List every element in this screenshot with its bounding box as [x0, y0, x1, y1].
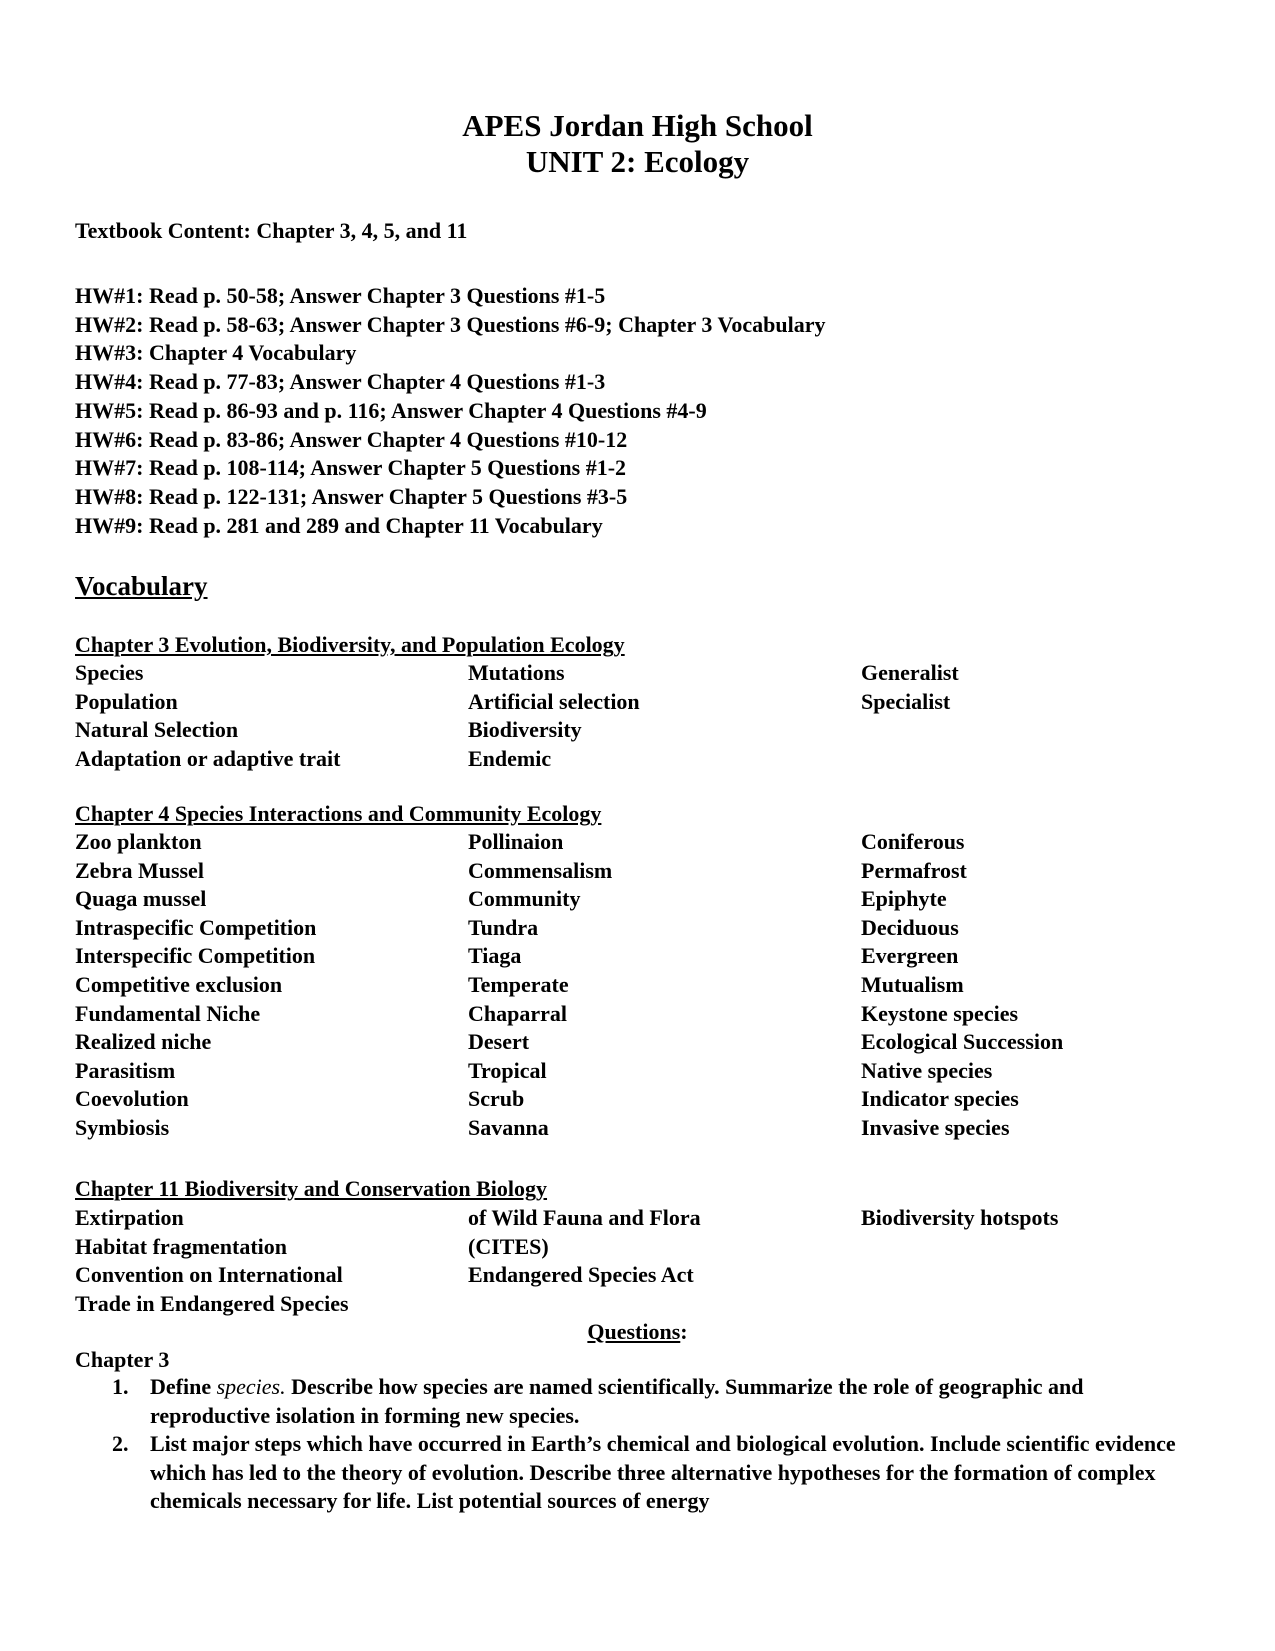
questions-chapter-label: Chapter 3 — [75, 1347, 170, 1372]
question-text-pre: Define — [150, 1374, 217, 1399]
textbook-content: Textbook Content: Chapter 3, 4, 5, and 11 — [75, 218, 468, 243]
chapter4-vocab-col2 — [468, 828, 612, 1143]
vocab-term: Competitive exclusion — [75, 971, 283, 997]
vocab-term: Habitat fragmentation — [75, 1233, 288, 1259]
chapter3-vocab-col1 — [75, 659, 340, 773]
homework-item: HW#3: Chapter 4 Vocabulary — [75, 340, 357, 366]
vocab-term: of Wild Fauna and Flora — [468, 1205, 701, 1230]
vocab-term: Coniferous — [861, 829, 965, 854]
vocab-term: Parasitism — [75, 1057, 176, 1083]
question-number: 1. — [112, 1374, 129, 1399]
homework-item: HW#7: Read p. 108-114; Answer Chapter 5 Questions #1-2 — [75, 455, 627, 481]
vocab-term: Endangered Species Act — [468, 1262, 694, 1288]
homework-item: HW#5: Read p. 86-93 and p. 116; Answer Chapter 4 Questions #4-9 — [75, 397, 707, 423]
homework-item: HW#6: Read p. 83-86; Answer Chapter 4 Questions #10-12 — [75, 426, 628, 452]
vocab-term: Zebra Mussel — [75, 857, 204, 883]
vocab-term: Keystone species — [861, 1000, 1019, 1026]
vocab-term: Artificial selection — [468, 688, 640, 714]
homework-item: HW#9: Read p. 281 and 289 and Chapter 11 Vocabulary — [75, 512, 603, 538]
vocab-term: Intraspecific Competition — [75, 914, 317, 940]
questions-heading — [0, 1318, 1275, 1346]
vocab-term: Adaptation or adaptive trait — [75, 745, 341, 771]
vocab-term: Desert — [468, 1029, 530, 1055]
chapter3-vocab-col2 — [468, 659, 640, 773]
vocab-term: Epiphyte — [861, 886, 947, 912]
chapter11-vocab-col3 — [861, 1204, 1058, 1233]
vocabulary-heading: Vocabulary — [75, 571, 208, 601]
chapter4-vocab-col3 — [861, 828, 1063, 1143]
chapter4-vocab-col1 — [75, 828, 316, 1143]
vocab-term: Chaparral — [468, 1000, 567, 1026]
vocab-term: Scrub — [468, 1086, 525, 1112]
vocab-term: Biodiversity hotspots — [861, 1205, 1059, 1230]
vocab-term: Mutualism — [861, 971, 964, 997]
vocab-term: Endemic — [468, 745, 552, 771]
questions-heading-text: Questions — [587, 1319, 681, 1344]
homework-item: HW#4: Read p. 77-83; Answer Chapter 4 Questions #1-3 — [75, 369, 606, 395]
vocab-term: Quaga mussel — [75, 886, 207, 912]
vocab-term: Natural Selection — [75, 717, 239, 743]
vocab-term: Temperate — [468, 971, 569, 997]
vocab-term: Savanna — [468, 1114, 549, 1140]
vocab-term: Coevolution — [75, 1086, 189, 1112]
chapter11-vocab-heading: Chapter 11 Biodiversity and Conservation Biology — [75, 1176, 548, 1201]
vocab-term: Specialist — [861, 688, 951, 714]
question-number: 2. — [112, 1431, 129, 1457]
vocab-term: Deciduous — [861, 914, 959, 940]
vocab-term: Tropical — [468, 1057, 547, 1083]
vocab-term: Symbiosis — [75, 1114, 170, 1140]
vocab-term: Pollinaion — [468, 829, 564, 854]
vocab-term: Evergreen — [861, 943, 959, 969]
vocab-term: Indicator species — [861, 1086, 1019, 1112]
vocab-term: Realized niche — [75, 1029, 212, 1055]
chapter4-vocab-heading: Chapter 4 Species Interactions and Community Ecology — [75, 801, 602, 826]
vocab-term: Interspecific Competition — [75, 943, 316, 969]
document-title: APES Jordan High School — [462, 108, 813, 143]
question-text-post: Describe how species are named scientifically. Summarize the role of geographic and reproductive isolation in forming new species. — [150, 1374, 1084, 1428]
question-list — [75, 1373, 1185, 1516]
homework-item: HW#2: Read p. 58-63; Answer Chapter 3 Questions #6-9; Chapter 3 Vocabulary — [75, 311, 826, 337]
question-text: List major steps which have occurred in Earth’s chemical and biological evolution. Include scientific evidence which has led to the theory of evolution. Describe three alternative hypotheses for the formation of complex chemicals necessary for life. List potential sources of energy — [150, 1431, 1176, 1514]
questions-heading-colon: : — [680, 1319, 688, 1344]
unit-title: UNIT 2: Ecology — [525, 144, 750, 179]
chapter3-vocab-col3 — [861, 659, 959, 716]
homework-item: HW#1: Read p. 50-58; Answer Chapter 3 Questions #1-5 — [75, 283, 606, 308]
question-item — [75, 1430, 1185, 1516]
vocab-term: Tiaga — [468, 943, 522, 969]
vocab-term: (CITES) — [468, 1233, 549, 1259]
vocab-term: Fundamental Niche — [75, 1000, 261, 1026]
vocab-term: Mutations — [468, 660, 565, 685]
chapter3-vocab-heading: Chapter 3 Evolution, Biodiversity, and Population Ecology — [75, 632, 625, 657]
vocab-term: Native species — [861, 1057, 993, 1083]
vocab-term: Commensalism — [468, 857, 613, 883]
vocab-term: Population — [75, 688, 178, 714]
vocab-term: Extirpation — [75, 1205, 184, 1230]
homework-item: HW#8: Read p. 122-131; Answer Chapter 5 Questions #3-5 — [75, 483, 628, 509]
vocab-term: Biodiversity — [468, 717, 582, 743]
vocab-term: Ecological Succession — [861, 1029, 1064, 1055]
vocab-term: Generalist — [861, 660, 959, 685]
vocab-term: Convention on International — [75, 1262, 343, 1288]
vocab-term: Species — [75, 660, 144, 685]
chapter11-vocab-col1 — [75, 1204, 349, 1318]
chapter11-vocab-col2 — [468, 1204, 701, 1290]
vocab-term: Zoo plankton — [75, 829, 202, 854]
vocab-term: Invasive species — [861, 1114, 1010, 1140]
question-item — [75, 1373, 1185, 1430]
vocab-term: Community — [468, 886, 581, 912]
question-term: species. — [216, 1374, 286, 1399]
vocab-term: Permafrost — [861, 857, 967, 883]
vocab-term: Tundra — [468, 914, 539, 940]
vocab-term: Trade in Endangered Species — [75, 1290, 349, 1316]
homework-list — [75, 282, 825, 540]
